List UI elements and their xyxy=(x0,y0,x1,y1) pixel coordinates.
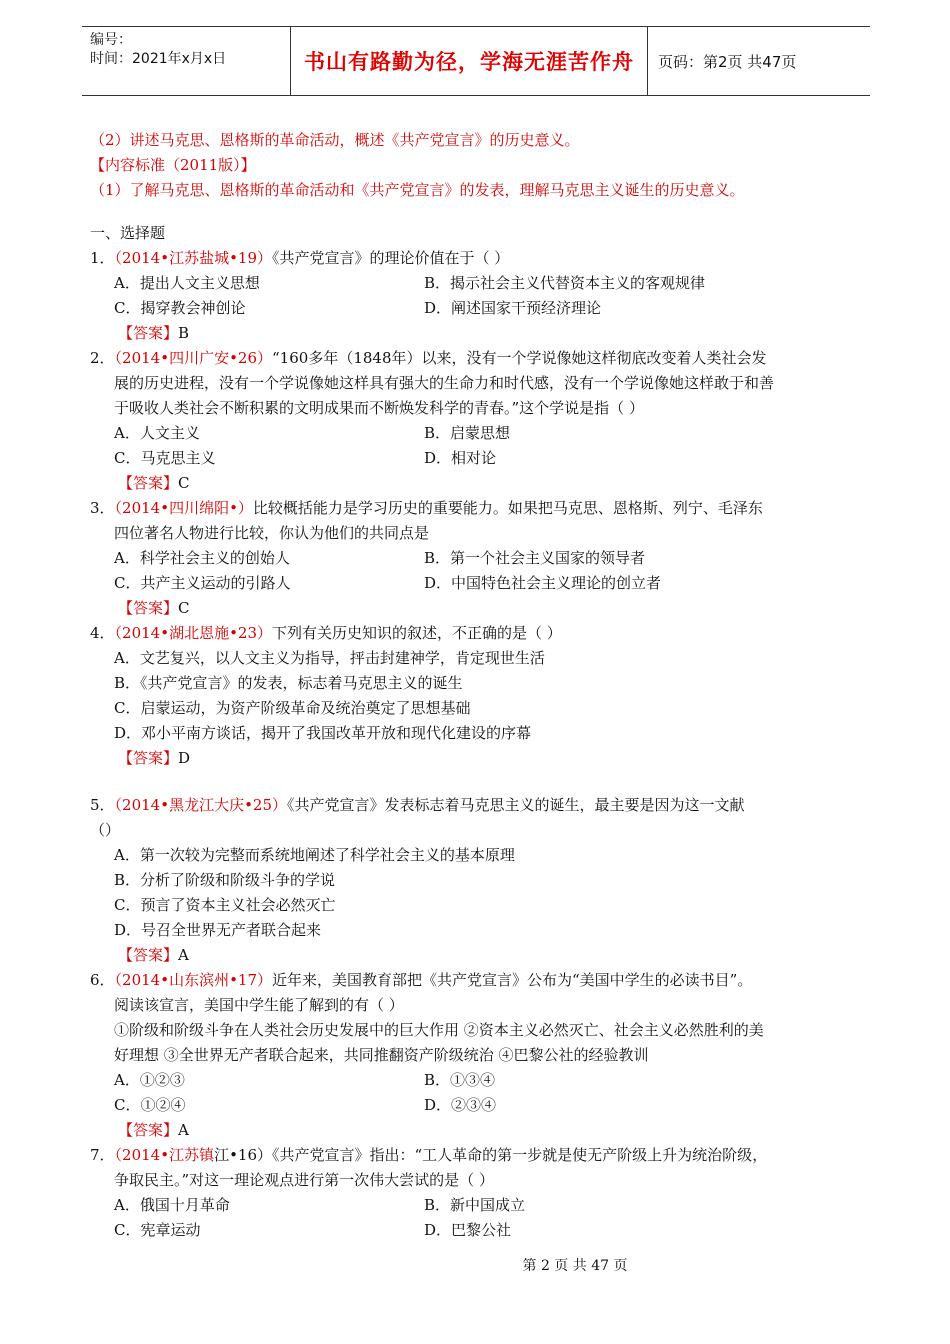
option-b: B．分析了阶级和阶级斗争的学说 xyxy=(114,871,336,889)
answer-label: 【答案】 xyxy=(118,946,179,964)
option-c: C．共产主义运动的引路人 xyxy=(114,574,291,592)
option-a: A．①②③ xyxy=(114,1071,185,1089)
header-motto: 书山有路勤为径，学海无涯苦作舟 xyxy=(291,27,648,95)
question-source-rest: 江•16） xyxy=(214,1146,273,1164)
option-a: A．第一次较为完整而系统地阐述了科学社会主义的基本原理 xyxy=(114,846,515,864)
option-row xyxy=(90,1068,870,1093)
question-stem: “160多年（1848年）以来，没有一个学说像她这样彻底改变着人类社会发 xyxy=(272,349,767,367)
option-d: D．阐述国家干预经济理论 xyxy=(424,299,602,317)
option-b: B．①③④ xyxy=(424,1071,496,1089)
question-stem-cont: 争取民主。”对这一理论观点进行第一次伟大尝试的是（ ） xyxy=(114,1171,494,1189)
option-b: B．第一个社会主义国家的领导者 xyxy=(424,549,646,567)
question-number: 7． xyxy=(90,1146,115,1164)
question-3 xyxy=(90,496,870,621)
question-stem: 下列有关历史知识的叙述，不正确的是（ ） xyxy=(272,624,562,642)
answer-label: 【答案】 xyxy=(118,599,179,617)
spacer xyxy=(90,771,870,793)
question-stem: 《共产党宣言》的理论价值在于（ ） xyxy=(272,249,510,267)
option-d: D．巴黎公社 xyxy=(424,1221,512,1239)
answer-label: 【答案】 xyxy=(118,1121,179,1139)
option-a: A．文艺复兴，以人文主义为指导，抨击封建神学，肯定现世生活 xyxy=(114,649,545,667)
answer-value: D xyxy=(178,749,191,767)
answer-value: A xyxy=(178,1121,189,1139)
option-row xyxy=(90,1193,870,1218)
option-b: B．揭示社会主义代替资本主义的客观规律 xyxy=(424,274,706,292)
question-number: 3． xyxy=(90,499,115,517)
intro-line-1: （2）讲述马克思、恩格斯的革命活动，概述《共产党宣言》的历史意义。 xyxy=(90,131,580,149)
question-source: （2014•江苏盐城•19） xyxy=(114,249,273,267)
question-stem: 《共产党宣言》指出：“工人革命的第一步就是使无产阶级上升为统治阶级， xyxy=(272,1146,768,1164)
document-body xyxy=(90,128,870,1243)
question-stem-cont: 阅读该宣言，美国中学生能了解到的有（ ） xyxy=(114,996,404,1014)
question-number: 5． xyxy=(90,796,115,814)
answer-label: 【答案】 xyxy=(118,324,179,342)
question-source: （2014•四川绵阳•） xyxy=(114,499,253,517)
question-stem-cont: 四位著名人物进行比较，你认为他们的共同点是 xyxy=(114,524,430,542)
question-4 xyxy=(90,621,870,771)
time-label: 时间：2021年x月x日 xyxy=(90,51,227,67)
option-b: B．《共产党宣言》的发表，标志着马克思主义的诞生 xyxy=(114,674,463,692)
question-stem: 比较概括能力是学习历史的重要能力。如果把马克思、恩格斯、列宁、毛泽东 xyxy=(252,499,763,517)
question-stem: 《共产党宣言》发表标志着马克思主义的诞生，最主要是因为这一文献 xyxy=(287,796,745,814)
option-d: D．邓小平南方谈话，揭开了我国改革开放和现代化建设的序幕 xyxy=(114,724,532,742)
section-title: 一、选择题 xyxy=(90,224,166,242)
question-stem: 近年来，美国教育部把《共产党宣言》公布为“美国中学生的必读书目”。 xyxy=(272,971,753,989)
question-stem-cont: 好理想 ③全世界无产者联合起来，共同推翻资产阶级统治 ④巴黎公社的经验教训 xyxy=(114,1046,649,1064)
answer-value: C xyxy=(178,599,190,617)
question-6 xyxy=(90,968,870,1143)
question-source: （2014•四川广安•26） xyxy=(114,349,273,367)
question-2 xyxy=(90,346,870,496)
question-number: 2． xyxy=(90,349,115,367)
option-d: D．②③④ xyxy=(424,1096,497,1114)
question-source: （2014•黑龙江大庆•25） xyxy=(114,796,288,814)
option-c: C．①②④ xyxy=(114,1096,186,1114)
question-1 xyxy=(90,246,870,346)
option-a: A．俄国十月革命 xyxy=(114,1196,230,1214)
page-header xyxy=(82,26,870,96)
question-stem-cont: ①阶级和阶级斗争在人类社会历史发展中的巨大作用 ②资本主义必然灭亡、社会主义必然胜利的美 xyxy=(114,1021,764,1039)
option-d: D．号召全世界无产者联合起来 xyxy=(114,921,322,939)
option-row xyxy=(90,1093,870,1118)
answer-label: 【答案】 xyxy=(118,749,179,767)
option-row xyxy=(90,446,870,471)
question-stem-cont: 于吸收人类社会不断积累的文明成果而不断焕发科学的青春。”这个学说是指（ ） xyxy=(114,399,644,417)
question-7 xyxy=(90,1143,870,1243)
answer-value: C xyxy=(178,474,190,492)
option-b: B．启蒙思想 xyxy=(424,424,511,442)
answer-value: B xyxy=(178,324,190,342)
option-c: C．马克思主义 xyxy=(114,449,216,467)
option-row xyxy=(90,546,870,571)
option-d: D．相对论 xyxy=(424,449,497,467)
option-c: C．预言了资本主义社会必然灭亡 xyxy=(114,896,336,914)
option-c: C．宪章运动 xyxy=(114,1221,201,1239)
option-c: C．揭穿教会神创论 xyxy=(114,299,246,317)
option-b: B．新中国成立 xyxy=(424,1196,526,1214)
intro-line-2: 【内容标准（2011版）】 xyxy=(90,156,256,174)
header-page-info: 页码：第2页 共47页 xyxy=(658,52,797,71)
question-number: 6． xyxy=(90,971,115,989)
intro-line-3: （1）了解马克思、恩格斯的革命活动和《共产党宣言》的发表，理解马克思主义诞生的历史意义。 xyxy=(90,181,745,199)
question-5 xyxy=(90,793,870,968)
question-stem-cont: （） xyxy=(90,821,121,839)
question-source: （2014•湖北恩施•23） xyxy=(114,624,273,642)
option-row xyxy=(90,296,870,321)
question-stem-cont: 展的历史进程，没有一个学说像她这样具有强大的生命力和时代感，没有一个学说像她这样敢于和善 xyxy=(114,374,775,392)
option-row xyxy=(90,1218,870,1243)
question-number: 1． xyxy=(90,249,115,267)
option-a: A．人文主义 xyxy=(114,424,200,442)
answer-value: A xyxy=(178,946,189,964)
option-row xyxy=(90,271,870,296)
header-meta xyxy=(82,27,291,95)
option-row xyxy=(90,421,870,446)
question-source: （2014•山东滨州•17） xyxy=(114,971,273,989)
code-label: 编号： xyxy=(90,32,132,48)
option-row xyxy=(90,571,870,596)
option-d: D．中国特色社会主义理论的创立者 xyxy=(424,574,662,592)
question-number: 4． xyxy=(90,624,115,642)
question-source: （2014•江苏镇 xyxy=(114,1146,215,1164)
spacer xyxy=(90,203,870,221)
answer-label: 【答案】 xyxy=(118,474,179,492)
option-c: C．启蒙运动，为资产阶级革命及统治奠定了思想基础 xyxy=(114,699,471,717)
option-a: A．科学社会主义的创始人 xyxy=(114,549,290,567)
option-a: A．提出人文主义思想 xyxy=(114,274,260,292)
page-footer: 第 2 页 共 47 页 xyxy=(522,1258,628,1274)
